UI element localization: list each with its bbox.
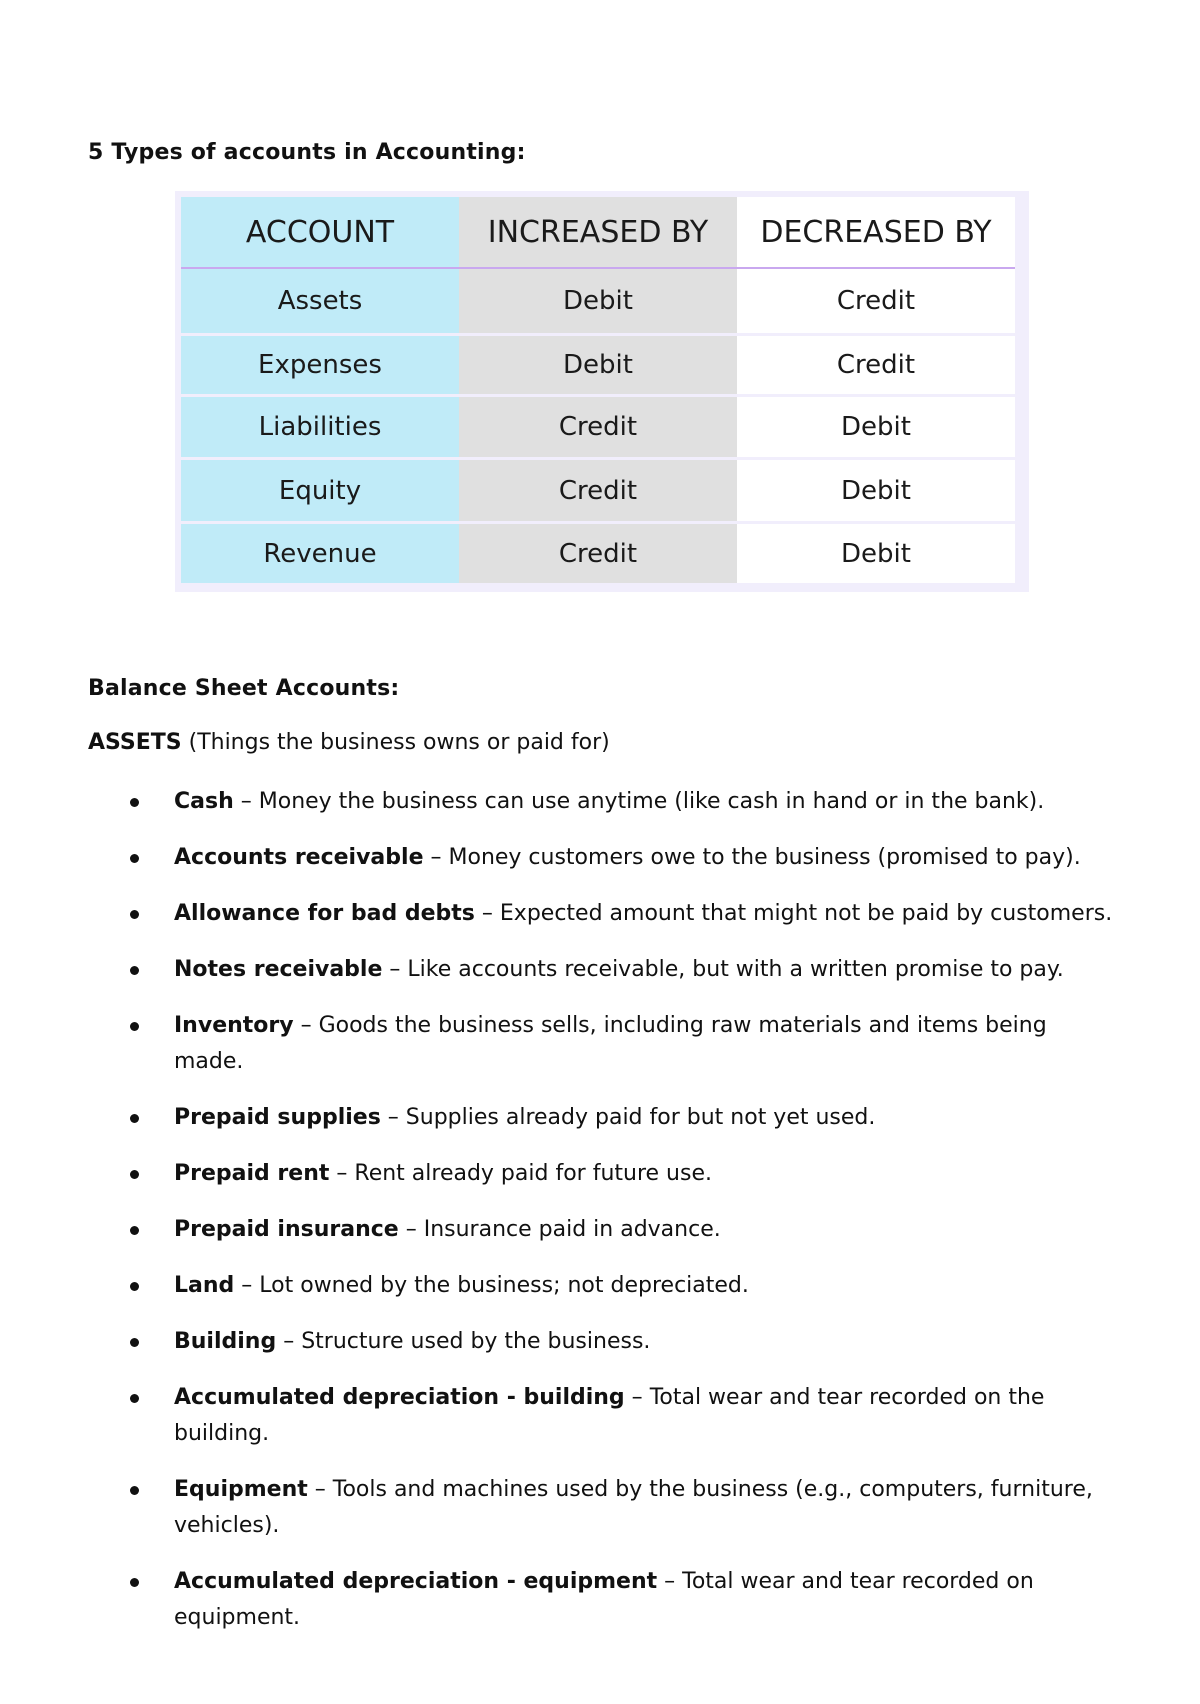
bullet-icon [130, 1394, 139, 1403]
list-item: Prepaid supplies – Supplies already paid for but not yet used. [120, 1100, 1120, 1136]
item-term: Land [174, 1273, 235, 1298]
bullet-icon [130, 1114, 139, 1123]
bullet-icon [130, 798, 139, 807]
item-term: Equipment [174, 1477, 308, 1502]
list-item: Accounts receivable – Money customers owe to the business (promised to pay). [120, 840, 1120, 876]
list-item: Prepaid rent – Rent already paid for future use. [120, 1156, 1120, 1192]
header-increased-by: INCREASED BY [459, 197, 737, 268]
item-term: Accounts receivable [174, 845, 424, 870]
table-row [181, 396, 1015, 459]
decreased-by-cell: Credit [737, 268, 1015, 335]
account-cell: Revenue [181, 523, 459, 584]
increased-by-cell: Credit [459, 396, 737, 459]
bullet-icon [130, 1338, 139, 1347]
list-item: Notes receivable – Like accounts receivable, but with a written promise to pay. [120, 952, 1120, 988]
item-term: Cash [174, 789, 234, 814]
list-item: Land – Lot owned by the business; not depreciated. [120, 1268, 1120, 1304]
list-item: Equipment – Tools and machines used by the business (e.g., computers, furniture, vehicles). [120, 1472, 1120, 1544]
decreased-by-cell: Debit [737, 523, 1015, 584]
item-description: Supplies already paid for but not yet used. [405, 1105, 876, 1130]
increased-by-cell: Credit [459, 459, 737, 523]
item-description: Money the business can use anytime (like cash in hand or in the bank). [258, 789, 1045, 814]
item-term: Prepaid rent [174, 1161, 330, 1186]
bullet-icon [130, 1022, 139, 1031]
increased-by-cell: Debit [459, 268, 737, 335]
item-description: Like accounts receivable, but with a written promise to pay. [407, 957, 1064, 982]
list-item: Accumulated depreciation - equipment – Total wear and tear recorded on equipment. [120, 1564, 1120, 1636]
assets-title: ASSETS [88, 730, 182, 755]
item-term: Prepaid supplies [174, 1105, 381, 1130]
decreased-by-cell: Debit [737, 459, 1015, 523]
item-description: Structure used by the business. [301, 1329, 651, 1354]
item-description: Expected amount that might not be paid by customers. [499, 901, 1113, 926]
account-cell: Liabilities [181, 396, 459, 459]
accounts-table-frame [175, 191, 1029, 592]
account-cell: Equity [181, 459, 459, 523]
increased-by-cell: Credit [459, 523, 737, 584]
item-description: Rent already paid for future use. [354, 1161, 712, 1186]
item-description: Insurance paid in advance. [423, 1217, 721, 1242]
assets-heading [88, 730, 610, 755]
list-item: Cash – Money the business can use anytime (like cash in hand or in the bank). [120, 784, 1120, 820]
item-description: Money customers owe to the business (promised to pay). [448, 845, 1081, 870]
item-description: Total wear and tear recorded on equipment. [174, 1569, 1034, 1630]
assets-note: (Things the business owns or paid for) [188, 730, 610, 755]
page-title: 5 Types of accounts in Accounting: [88, 140, 526, 165]
bullet-icon [130, 1282, 139, 1291]
header-account: ACCOUNT [181, 197, 459, 268]
account-cell: Assets [181, 268, 459, 335]
list-item: Building – Structure used by the business. [120, 1324, 1120, 1360]
assets-list [120, 784, 1120, 1656]
table-row [181, 523, 1015, 584]
bullet-icon [130, 1170, 139, 1179]
item-description: Goods the business sells, including raw materials and items being made. [174, 1013, 1047, 1074]
item-description: Tools and machines used by the business (e.g., computers, furniture, vehicles). [174, 1477, 1093, 1538]
account-cell: Expenses [181, 335, 459, 396]
bullet-icon [130, 854, 139, 863]
decreased-by-cell: Credit [737, 335, 1015, 396]
item-term: Allowance for bad debts [174, 901, 475, 926]
item-term: Accumulated depreciation - building [174, 1385, 625, 1410]
table-header-row [181, 197, 1015, 268]
item-term: Accumulated depreciation - equipment [174, 1569, 658, 1594]
table-row [181, 335, 1015, 396]
item-term: Building [174, 1329, 277, 1354]
accounts-table [181, 197, 1015, 583]
item-term: Prepaid insurance [174, 1217, 399, 1242]
bullet-icon [130, 966, 139, 975]
bullet-icon [130, 1226, 139, 1235]
table-row [181, 459, 1015, 523]
bullet-icon [130, 1578, 139, 1587]
list-item: Allowance for bad debts – Expected amount that might not be paid by customers. [120, 896, 1120, 932]
decreased-by-cell: Debit [737, 396, 1015, 459]
bullet-icon [130, 1486, 139, 1495]
bullet-icon [130, 910, 139, 919]
item-term: Notes receivable [174, 957, 383, 982]
item-term: Inventory [174, 1013, 294, 1038]
item-description: Lot owned by the business; not depreciated. [259, 1273, 749, 1298]
increased-by-cell: Debit [459, 335, 737, 396]
balance-sheet-heading: Balance Sheet Accounts: [88, 676, 400, 701]
list-item: Prepaid insurance – Insurance paid in advance. [120, 1212, 1120, 1248]
table-row [181, 268, 1015, 335]
list-item: Inventory – Goods the business sells, including raw materials and items being made. [120, 1008, 1120, 1080]
list-item: Accumulated depreciation - building – Total wear and tear recorded on the building. [120, 1380, 1120, 1452]
item-description: Total wear and tear recorded on the building. [174, 1385, 1045, 1446]
header-decreased-by: DECREASED BY [737, 197, 1015, 268]
